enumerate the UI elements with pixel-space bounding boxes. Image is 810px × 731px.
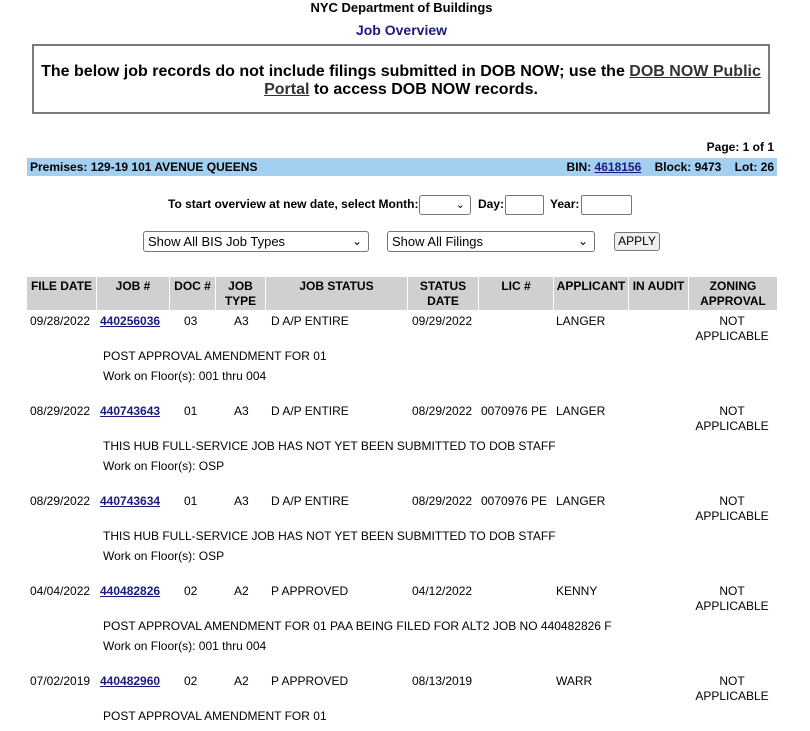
year-label: Year:: [550, 197, 580, 211]
month-select[interactable]: [419, 195, 471, 215]
status-date: 08/29/2022: [412, 494, 473, 508]
chevron-down-icon: ⌄: [455, 199, 465, 211]
job-type-select[interactable]: [143, 231, 369, 252]
year-input[interactable]: [581, 195, 632, 215]
license-number: 0070976 PE: [481, 404, 548, 418]
license-number: 0070976 PE: [481, 494, 548, 508]
dob-now-portal-link[interactable]: DOB NOW Public Portal: [264, 63, 761, 98]
job-type: A2: [234, 674, 249, 688]
applicant: LANGER: [556, 494, 606, 508]
page-indicator: Page: 1 of 1: [706, 140, 774, 154]
zoning-approval: NOT APPLICABLE: [695, 314, 769, 343]
applicant: WARR: [556, 674, 593, 688]
chevron-down-icon: ⌄: [577, 234, 588, 248]
job-description: THIS HUB FULL-SERVICE JOB HAS NOT YET BEEN SUBMITTED TO DOB STAFF: [103, 439, 556, 453]
zoning-approval: NOT APPLICABLE: [695, 674, 769, 703]
department-title: NYC Department of Buildings: [310, 0, 493, 15]
col-applicant: APPLICANT: [554, 277, 629, 310]
filings-select[interactable]: [387, 231, 595, 252]
block-number: Block: 9473: [654, 160, 722, 174]
doc-number: 03: [184, 314, 198, 328]
status-date: 04/12/2022: [412, 584, 473, 598]
work-floors: Work on Floor(s): OSP: [103, 549, 225, 563]
file-date: 07/02/2019: [30, 674, 91, 688]
day-label: Day:: [478, 197, 505, 211]
notice-text-after: to access DOB NOW records.: [309, 81, 538, 98]
job-description: POST APPROVAL AMENDMENT FOR 01: [103, 349, 327, 363]
zoning-approval: NOT APPLICABLE: [695, 584, 769, 613]
bin-link[interactable]: 4618156: [594, 160, 642, 174]
apply-button[interactable]: APPLY: [614, 232, 660, 251]
file-date: 08/29/2022: [30, 404, 91, 418]
file-date: 09/28/2022: [30, 314, 91, 328]
col-in-audit: IN AUDIT: [629, 277, 689, 310]
bin-label: BIN:: [566, 160, 592, 174]
job-description: POST APPROVAL AMENDMENT FOR 01 PAA BEING FILED FOR ALT2 JOB NO 440482826 F: [103, 619, 612, 633]
lot-number: Lot: 26: [734, 160, 774, 174]
day-input[interactable]: [505, 195, 544, 215]
applicant: LANGER: [556, 314, 606, 328]
chevron-down-icon: ⌄: [351, 234, 362, 248]
status-date: 08/13/2019: [412, 674, 473, 688]
doc-number: 02: [184, 584, 198, 598]
col-job-status: JOB STATUS: [266, 277, 408, 310]
premises-bar: [27, 158, 777, 176]
col-zoning-approval: ZONING APPROVAL: [700, 279, 766, 308]
filings-value: Show All Filings: [392, 234, 484, 249]
premises-ids: [567, 158, 774, 176]
file-date: 04/04/2022: [30, 584, 91, 598]
dob-now-notice: [32, 44, 770, 114]
notice-text-before: The below job records do not include filings submitted in DOB NOW; use the: [41, 63, 630, 80]
work-floors: Work on Floor(s): 001 thru 004: [103, 639, 267, 653]
job-number-link[interactable]: 440743643: [100, 404, 161, 418]
zoning-approval: NOT APPLICABLE: [695, 404, 769, 433]
col-job-number: JOB #: [97, 277, 170, 310]
job-status: D A/P ENTIRE: [271, 404, 349, 418]
job-status: D A/P ENTIRE: [271, 494, 349, 508]
page-title: Job Overview: [355, 22, 448, 38]
doc-number: 01: [184, 494, 198, 508]
job-description: POST APPROVAL AMENDMENT FOR 01: [103, 709, 327, 723]
job-type: A3: [234, 404, 249, 418]
table-header: [27, 277, 777, 310]
status-date: 09/29/2022: [412, 314, 473, 328]
job-number-link[interactable]: 440743634: [100, 494, 161, 508]
job-status: D A/P ENTIRE: [271, 314, 349, 328]
job-type: A2: [234, 584, 249, 598]
job-type: A3: [234, 494, 249, 508]
col-job-type: JOB TYPE: [216, 277, 266, 310]
premises-address: Premises: 129-19 101 AVENUE QUEENS: [30, 160, 258, 174]
col-lic-number: LIC #: [479, 277, 554, 310]
work-floors: Work on Floor(s): OSP: [103, 459, 225, 473]
col-file-date: FILE DATE: [27, 277, 97, 310]
job-status: P APPROVED: [271, 674, 349, 688]
job-description: THIS HUB FULL-SERVICE JOB HAS NOT YET BEEN SUBMITTED TO DOB STAFF: [103, 529, 556, 543]
doc-number: 01: [184, 404, 198, 418]
job-number-link[interactable]: 440482826: [100, 584, 161, 598]
job-type-value: Show All BIS Job Types: [148, 234, 286, 249]
job-number-link[interactable]: 440256036: [100, 314, 161, 328]
job-number-link[interactable]: 440482960: [100, 674, 161, 688]
col-doc-number: DOC #: [170, 277, 216, 310]
file-date: 08/29/2022: [30, 494, 91, 508]
job-type: A3: [234, 314, 249, 328]
status-date: 08/29/2022: [412, 404, 473, 418]
col-status-date: STATUS DATE: [408, 277, 479, 310]
zoning-approval: NOT APPLICABLE: [695, 494, 769, 523]
doc-number: 02: [184, 674, 198, 688]
applicant: KENNY: [556, 584, 598, 598]
applicant: LANGER: [556, 404, 606, 418]
work-floors: Work on Floor(s): 001 thru 004: [103, 369, 267, 383]
date-filter-intro: To start overview at new date, select Month:: [168, 197, 419, 211]
job-status: P APPROVED: [271, 584, 349, 598]
